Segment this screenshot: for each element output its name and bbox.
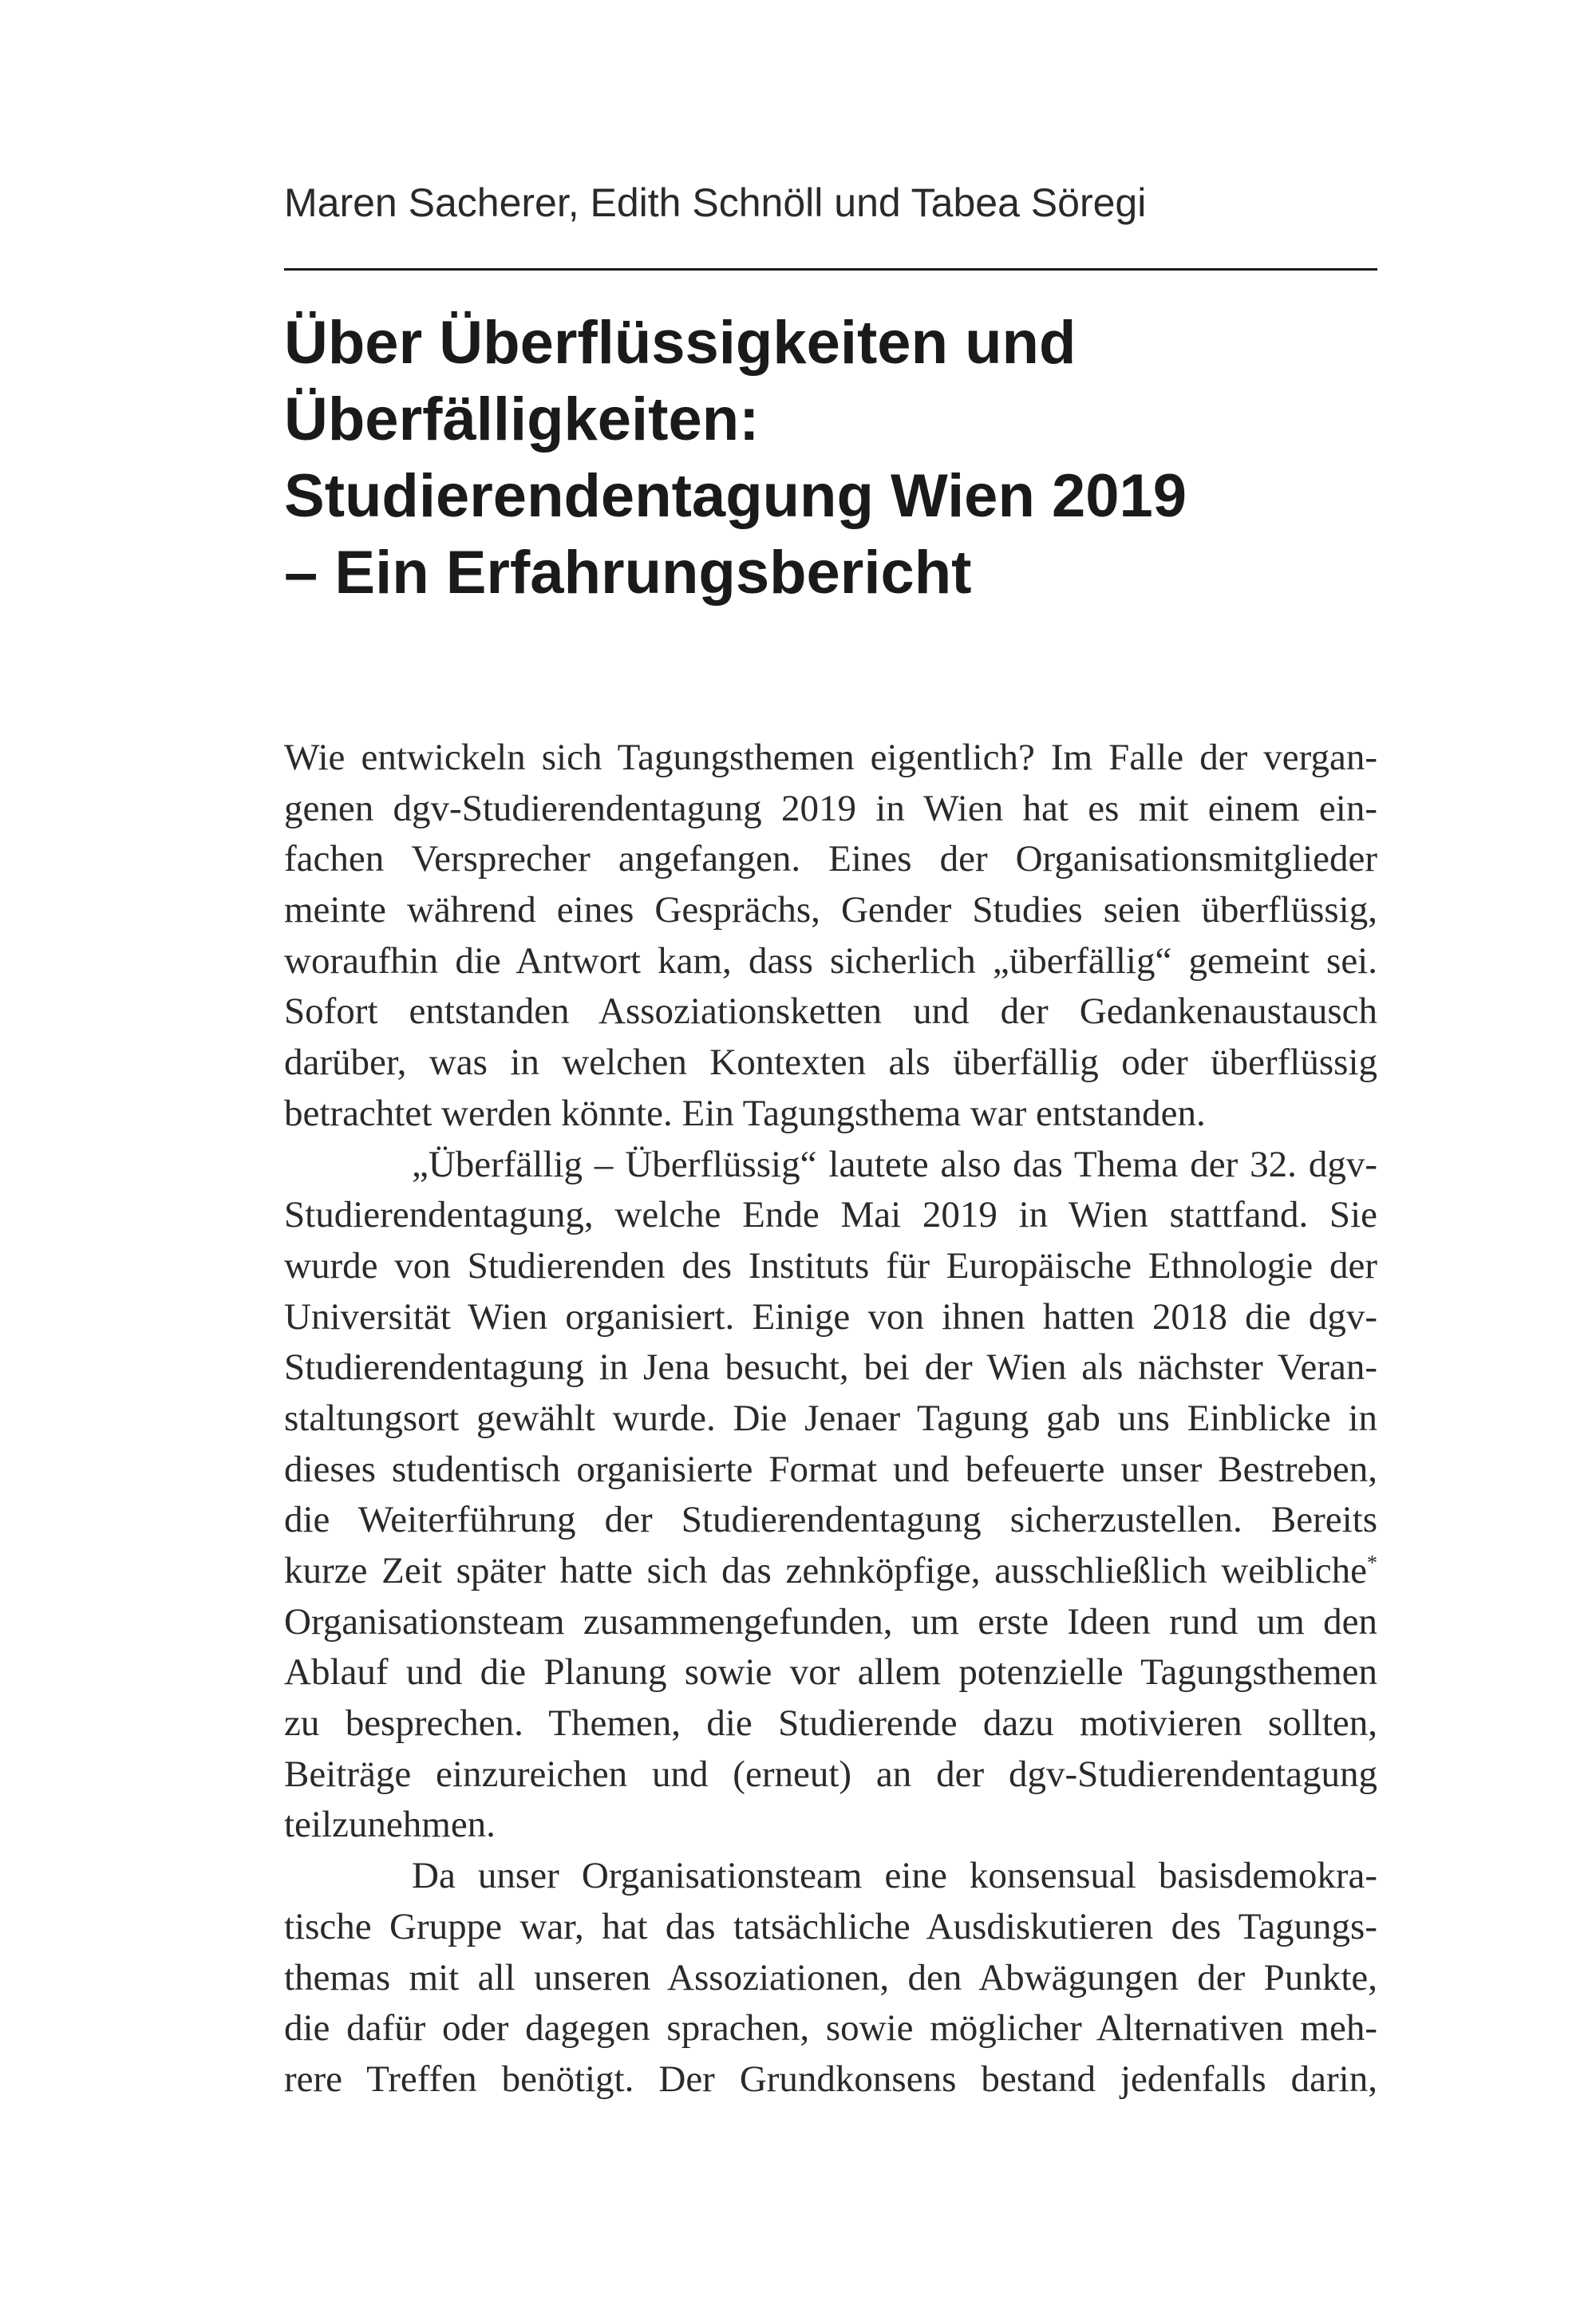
body-line: „Überfällig – Überflüssig“ lautete also das Thema der 32. dgv- bbox=[412, 1143, 1377, 1185]
body-line: tische Gruppe war, hat das tatsächliche Ausdiskutieren des Tagungs- bbox=[284, 1905, 1377, 1947]
body-line: Beiträge einzureichen und (erneut) an der dgv-Studierendentagung bbox=[284, 1753, 1377, 1795]
article-title bbox=[284, 305, 1377, 611]
title-line: Überfälligkeiten: bbox=[284, 385, 760, 453]
body-line: Organisationsteam zusammengefunden, um erste Ideen rund um den bbox=[284, 1600, 1377, 1643]
body-line: staltungsort gewählt wurde. Die Jenaer Tagung gab uns Einblicke in bbox=[284, 1397, 1377, 1439]
body-line: teilzunehmen. bbox=[284, 1804, 496, 1846]
body-line: dieses studentisch organisierte Format und befeuerte unser Bestreben, bbox=[284, 1448, 1377, 1490]
title-line: – Ein Erfahrungsbericht bbox=[284, 539, 972, 607]
body-line-with-footnote bbox=[284, 1546, 1377, 1597]
body-line: Studierendentagung, welche Ende Mai 2019 in Wien stattfand. Sie bbox=[284, 1194, 1377, 1236]
body-line: die dafür oder dagegen sprachen, sowie möglicher Alternativen meh- bbox=[284, 2007, 1377, 2050]
body-line-text: kurze Zeit später hatte sich das zehnköpfige, ausschließlich weibliche bbox=[284, 1550, 1367, 1591]
body-line: Ablauf und die Planung sowie vor allem potenzielle Tagungsthemen bbox=[284, 1651, 1377, 1694]
body-line: Studierendentagung in Jena besucht, bei der Wien als nächster Veran- bbox=[284, 1346, 1377, 1389]
body-line: genen dgv-Studierendentagung 2019 in Wien hat es mit einem ein- bbox=[284, 787, 1377, 829]
body-line: Da unser Organisationsteam eine konsensual basisdemokra- bbox=[412, 1855, 1377, 1897]
title-line: Studierendentagung Wien 2019 bbox=[284, 462, 1187, 530]
body-line: fachen Versprecher angefangen. Eines der Organisationsmitglieder bbox=[284, 838, 1377, 880]
body-line: rere Treffen benötigt. Der Grundkonsens bestand jedenfalls darin, bbox=[284, 2058, 1377, 2100]
body-line: woraufhin die Antwort kam, dass sicherlich „überfällig“ gemeint sei. bbox=[284, 939, 1377, 982]
body-line: zu besprechen. Themen, die Studierende dazu motivieren sollten, bbox=[284, 1702, 1377, 1745]
body-line: wurde von Studierenden des Instituts für Europäische Ethnologie der bbox=[284, 1244, 1377, 1287]
body-line: themas mit all unseren Assoziationen, den Abwägungen der Punkte, bbox=[284, 1956, 1377, 1999]
body-line: Wie entwickeln sich Tagungsthemen eigentlich? Im Falle der vergan- bbox=[284, 737, 1377, 778]
footnote-marker: * bbox=[1367, 1551, 1377, 1575]
body-line: Sofort entstanden Assoziationsketten und der Gedankenaustausch bbox=[284, 990, 1377, 1033]
header-divider bbox=[284, 268, 1377, 271]
body-line: die Weiterführung der Studierendentagung sicherzustellen. Bereits bbox=[284, 1499, 1377, 1541]
body-line: darüber, was in welchen Kontexten als überfällig oder überflüssig bbox=[284, 1042, 1377, 1084]
body-line: Universität Wien organisiert. Einige von ihnen hatten 2018 die dgv- bbox=[284, 1295, 1377, 1338]
author-line: Maren Sacherer, Edith Schnöll und Tabea Söregi bbox=[284, 180, 1147, 225]
body-text bbox=[284, 733, 1377, 2105]
title-line: Über Überflüssigkeiten und bbox=[284, 309, 1077, 377]
body-line: betrachtet werden könnte. Ein Tagungsthema war entstanden. bbox=[284, 1092, 1206, 1134]
body-line: meinte während eines Gesprächs, Gender Studies seien überflüssig, bbox=[284, 889, 1377, 931]
